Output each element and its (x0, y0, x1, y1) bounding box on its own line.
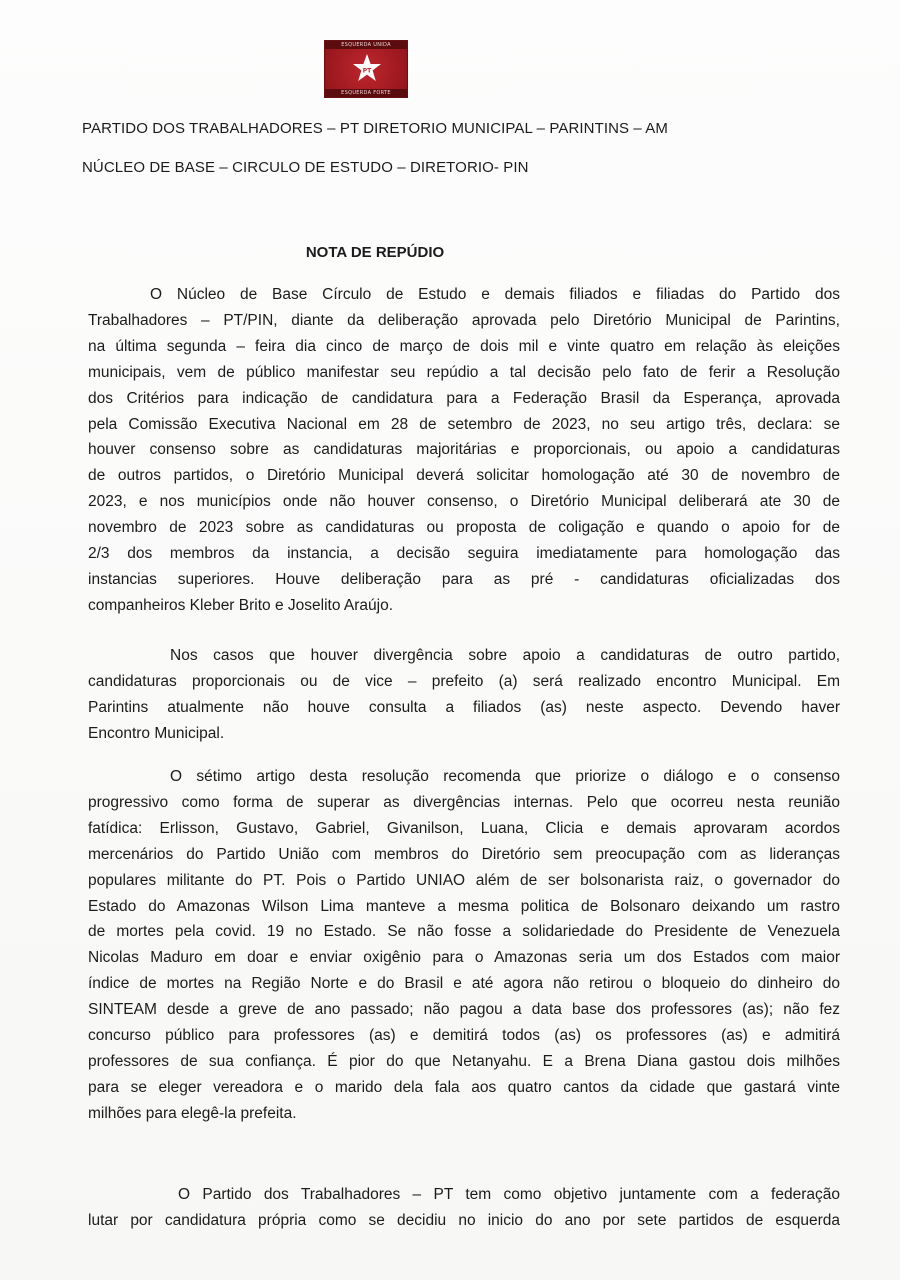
paragraph-line: SINTEAM desde a greve de ano passado; não pagou a data base dos professores (as); não fez (88, 1001, 840, 1019)
paragraph-line: dos Critérios para indicação de candidatura para a Federação Brasil da Esperança, aprovada (88, 389, 840, 407)
paragraph-3 (88, 764, 840, 1127)
paragraph-line: Encontro Municipal. (88, 724, 225, 742)
logo-center-text: PT (362, 67, 372, 75)
paragraph-line: mercenários do Partido União com membros do Diretório sem preocupação com as lideranças (88, 845, 840, 863)
document-title: NOTA DE REPÚDIO (305, 244, 445, 261)
paragraph-line: progressivo como forma de superar as divergências internas. Pelo que ocorreu nesta reunião (88, 793, 840, 811)
paragraph-line: pela Comissão Executiva Nacional em 28 de setembro de 2023, no seu artigo três, declara: se (88, 415, 840, 433)
paragraph-line: índice de mortes na Região Norte e do Brasil e até agora não retirou o bloqueio do dinheiro do (88, 975, 840, 993)
paragraph-line: professores de sua confiança. É pior do que Netanyahu. E a Brena Diana gastou dois milhões (88, 1052, 840, 1070)
paragraph-line: municipais, vem de público manifestar seu repúdio a tal decisão pelo fato de ferir a Resolução (88, 363, 840, 381)
paragraph-line: Nicolas Maduro em doar e enviar oxigênio para o Amazonas seria um dos Estados com maior (88, 949, 840, 967)
paragraph-line: Estado do Amazonas Wilson Lima manteve a mesma politica de Bolsonaro deixando um rastro (88, 897, 840, 915)
paragraph-line: de outros partidos, o Diretório Municipal deverá solicitar homologação até 30 de novembro de (88, 467, 840, 485)
logo-bottom-text: ESQUERDA FORTE (341, 90, 391, 96)
paragraph-line: Trabalhadores – PT/PIN, diante da deliberação aprovada pelo Diretório Municipal de Parintins, (88, 311, 840, 329)
paragraph-line: candidaturas proporcionais ou de vice – prefeito (a) será realizado encontro Municipal. Em (88, 672, 840, 690)
paragraph-line: houver consenso sobre as candidaturas majoritárias e proporcionais, ou apoio a candidaturas (88, 441, 840, 459)
paragraph-line: O Partido dos Trabalhadores – PT tem como objetivo juntamente com a federação (178, 1186, 840, 1203)
paragraph-1 (88, 282, 840, 619)
paragraph-line: milhões para elegê-la prefeita. (88, 1104, 297, 1122)
paragraph-line: para se eleger vereadora e o marido dela fala aos quatro cantos da cidade que gastará vinte (88, 1078, 840, 1096)
paragraph-line: Parintins atualmente não houve consulta a filiados (as) neste aspecto. Devendo haver (88, 698, 840, 716)
paragraph-2 (88, 643, 840, 747)
paragraph-line: O Núcleo de Base Círculo de Estudo e demais filiados e filiadas do Partido dos (150, 286, 840, 303)
paragraph-4 (88, 1182, 840, 1234)
paragraph-line: na última segunda – feira dia cinco de março de dois mil e vinte quatro em relação às eleições (88, 337, 840, 355)
paragraph-line: lutar por candidatura própria como se decidiu no inicio do ano por sete partidos de esquerda (88, 1211, 840, 1229)
paragraph-line: populares militante do PT. Pois o Partido UNIAO além de ser bolsonarista raiz, o governador do (88, 871, 840, 889)
paragraph-line: fatídica: Erlisson, Gustavo, Gabriel, Givanilson, Luana, Clicia e demais aprovaram acordos (88, 819, 840, 837)
paragraph-line: O sétimo artigo desta resolução recomenda que priorize o diálogo e o consenso (170, 768, 840, 785)
logo-top-text: ESQUERDA UNIDA (341, 42, 391, 48)
paragraph-line: concurso público para professores (as) e demitirá todos (as) os professores (as) e admitirá (88, 1027, 840, 1045)
party-logo (324, 40, 408, 98)
star-icon (352, 53, 382, 83)
paragraph-line: 2/3 dos membros da instancia, a decisão seguira imediatamente para homologação das (88, 545, 840, 563)
paragraph-line: novembro de 2023 sobre as candidaturas ou proposta de coligação e quando o apoio for de (88, 519, 840, 537)
header-line-2: NÚCLEO DE BASE – CIRCULO DE ESTUDO – DIRETORIO- PIN (82, 159, 529, 176)
paragraph-line: companheiros Kleber Brito e Joselito Araújo. (88, 596, 393, 614)
logo-bottom-band (325, 89, 407, 97)
header-line-1: PARTIDO DOS TRABALHADORES – PT DIRETORIO MUNICIPAL – PARINTINS – AM (82, 120, 668, 137)
paragraph-line: instancias superiores. Houve deliberação para as pré - candidaturas oficializadas dos (88, 570, 840, 588)
logo-top-band (325, 41, 407, 49)
paragraph-line: 2023, e nos municípios onde não houver consenso, o Diretório Municipal deliberará ate 30 de (88, 493, 840, 511)
paragraph-line: Nos casos que houver divergência sobre apoio a candidaturas de outro partido, (170, 647, 840, 664)
paragraph-line: de mortes pela covid. 19 no Estado. Se não fosse a solidariedade do Presidente de Venezuela (88, 923, 840, 941)
